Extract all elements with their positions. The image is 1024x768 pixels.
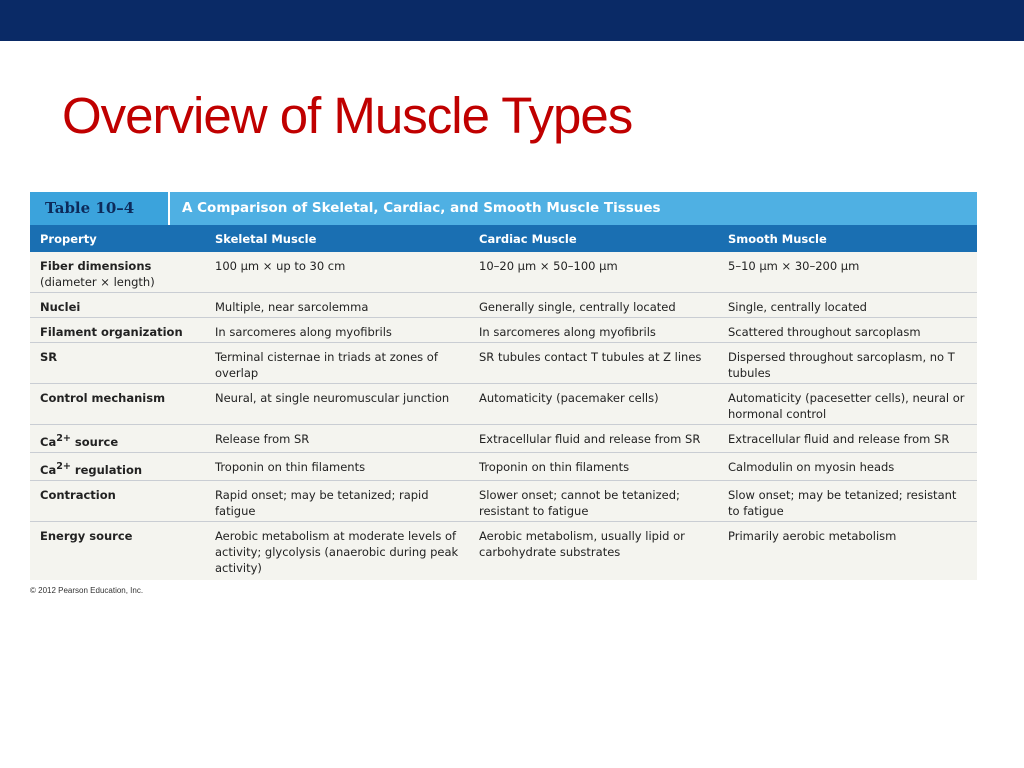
smooth-cell: Slow onset; may be tetanized; resistant to fatigue: [718, 480, 977, 521]
header-cardiac: Cardiac Muscle: [469, 225, 718, 252]
table-row: [30, 318, 977, 343]
cardiac-cell: Slower onset; cannot be tetanized; resistant to fatigue: [469, 480, 718, 521]
cardiac-cell: Generally single, centrally located: [469, 293, 718, 318]
smooth-cell: Scattered throughout sarcoplasm: [718, 318, 977, 343]
table-row: [30, 293, 977, 318]
skeletal-cell: Multiple, near sarcolemma: [205, 293, 469, 318]
table-row: [30, 343, 977, 384]
skeletal-cell: 100 μm × up to 30 cm: [205, 252, 469, 293]
table-row: [30, 425, 977, 453]
property-subtitle: (diameter × length): [40, 275, 155, 289]
skeletal-cell: Troponin on thin filaments: [205, 452, 469, 480]
skeletal-cell: In sarcomeres along myofibrils: [205, 318, 469, 343]
skeletal-cell: Release from SR: [205, 425, 469, 453]
property-name: Energy source: [40, 528, 133, 543]
smooth-cell: Automaticity (pacesetter cells), neural or hormonal control: [718, 384, 977, 425]
property-cell: [30, 343, 205, 384]
property-name-tail: regulation: [70, 462, 143, 477]
skeletal-cell: Aerobic metabolism at moderate levels of activity; glycolysis (anaerobic during peak activity): [215, 528, 459, 575]
cardiac-cell: In sarcomeres along myofibrils: [469, 318, 718, 343]
property-name: Ca: [40, 434, 57, 449]
cardiac-cell: Troponin on thin filaments: [469, 452, 718, 480]
smooth-cell: Extracellular fluid and release from SR: [718, 425, 977, 453]
muscle-table: [30, 225, 977, 580]
table-header-row: [30, 225, 977, 252]
property-cell: [30, 521, 205, 580]
smooth-cell: Dispersed throughout sarcoplasm, no T tubules: [718, 343, 977, 384]
table-number: Table 10–4: [30, 192, 170, 225]
comparison-table: [30, 192, 977, 580]
property-cell: [30, 452, 205, 480]
table-body: [30, 252, 977, 580]
top-banner: [0, 0, 1024, 41]
cardiac-cell: SR tubules contact T tubules at Z lines: [469, 343, 718, 384]
property-cell: [30, 318, 205, 343]
table-row: [30, 521, 977, 580]
property-name: Control mechanism: [40, 391, 166, 405]
copyright-notice: © 2012 Pearson Education, Inc.: [30, 586, 144, 595]
table-row: [30, 252, 977, 293]
property-name: Nuclei: [40, 300, 81, 314]
property-cell: [30, 293, 205, 318]
property-superscript: 2+: [56, 433, 71, 444]
slide-title: Overview of Muscle Types: [62, 87, 633, 144]
skeletal-cell: Neural, at single neuromuscular junction: [205, 384, 469, 425]
property-cell: [30, 384, 205, 425]
smooth-cell: Calmodulin on myosin heads: [718, 452, 977, 480]
property-cell: [30, 480, 205, 521]
table-row: [30, 384, 977, 425]
header-smooth: Smooth Muscle: [718, 225, 977, 252]
header-property: Property: [30, 225, 205, 252]
skeletal-cell: Terminal cisternae in triads at zones of overlap: [205, 343, 469, 384]
property-name: Contraction: [40, 487, 116, 502]
property-name: Filament organization: [40, 325, 183, 339]
table-row: [30, 452, 977, 480]
property-cell: [30, 425, 205, 453]
cardiac-cell: 10–20 μm × 50–100 μm: [469, 252, 718, 293]
table-caption: A Comparison of Skeletal, Cardiac, and Smooth Muscle Tissues: [170, 192, 977, 225]
property-cell: [30, 252, 205, 293]
smooth-cell: 5–10 μm × 30–200 μm: [718, 252, 977, 293]
property-name-tail: source: [70, 434, 119, 449]
cardiac-cell: Extracellular fluid and release from SR: [469, 425, 718, 453]
property-name: SR: [40, 350, 58, 364]
skeletal-cell: Rapid onset; may be tetanized; rapid fatigue: [205, 480, 469, 521]
cardiac-cell: Aerobic metabolism, usually lipid or carbohydrate substrates: [479, 528, 685, 559]
header-skeletal: Skeletal Muscle: [205, 225, 469, 252]
smooth-cell: Primarily aerobic metabolism: [728, 528, 897, 543]
table-row: [30, 480, 977, 521]
smooth-cell: Single, centrally located: [718, 293, 977, 318]
property-superscript: 2+: [56, 460, 71, 472]
property-name: Fiber dimensions: [40, 259, 152, 273]
property-name: Ca: [40, 462, 57, 477]
cardiac-cell: Automaticity (pacemaker cells): [469, 384, 718, 425]
table-caption-bar: [30, 192, 977, 225]
